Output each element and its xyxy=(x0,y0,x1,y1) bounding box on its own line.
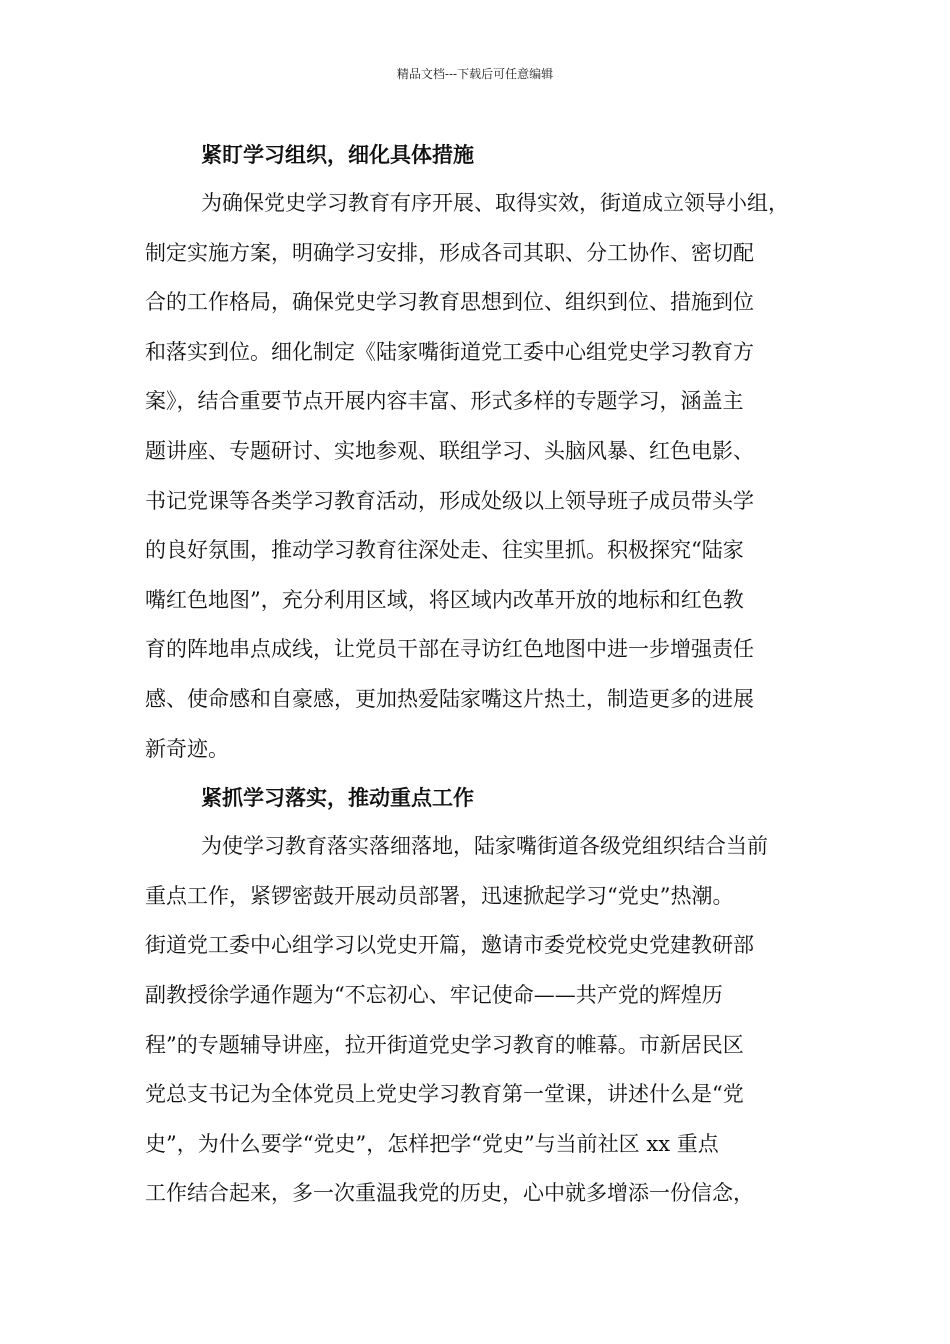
section-heading-2: 紧抓学习落实，推动重点工作 xyxy=(201,785,474,811)
paragraph-line: 和落实到位。细化制定《陆家嘴街道党工委中心组党史学习教育方 xyxy=(145,339,754,364)
paragraph-line: 重点工作，紧锣密鼓开展动员部署，迅速掀起学习“党史”热潮。 xyxy=(145,883,734,908)
section-paragraph-2 xyxy=(145,822,813,1219)
document-body xyxy=(145,131,813,1219)
paragraph-line: 感、使命感和自豪感，更加热爱陆家嘴这片热土，制造更多的进展 xyxy=(145,686,754,711)
paragraph-line: 街道党工委中心组学习以党史开篇，邀请市委党校党史党建教研部 xyxy=(145,933,754,958)
paragraph-line: 题讲座、专题研讨、实地参观、联组学习、头脑风暴、红色电影、 xyxy=(145,438,754,463)
paragraph-line: 为确保党史学习教育有序开展、取得实效，街道成立领导小组， xyxy=(201,191,789,215)
paragraph-line: 嘴红色地图”，充分利用区域，将区域内改革开放的地标和红色教 xyxy=(145,587,744,612)
paragraph-line: 副教授徐学通作题为“不忘初心、牢记使命——共产党的辉煌历 xyxy=(145,982,723,1007)
paragraph-line: 党总支书记为全体党员上党史学习教育第一堂课，讲述什么是“党 xyxy=(145,1082,744,1107)
section-heading-1: 紧盯学习组织，细化具体措施 xyxy=(201,142,474,167)
page-header: 精品文档---下载后可任意编辑 xyxy=(396,67,554,81)
paragraph-line: 为使学习教育落实落细落地，陆家嘴街道各级党组织结合当前 xyxy=(201,834,768,859)
paragraph-line: 制定实施方案，明确学习安排，形成各司其职、分工协作、密切配 xyxy=(145,240,754,265)
section-paragraph-1 xyxy=(145,179,813,774)
paragraph-line: 工作结合起来，多一次重温我党的历史，心中就多增添一份信念， xyxy=(145,1181,754,1206)
paragraph-line: 合的工作格局，确保党史学习教育思想到位、组织到位、措施到位 xyxy=(145,290,754,315)
paragraph-line: 的良好氛围，推动学习教育往深处走、往实里抓。积极探究“陆家 xyxy=(145,538,744,563)
paragraph-line: 案》，结合重要节点开展内容丰富、形式多样的专题学习，涵盖主 xyxy=(145,389,744,414)
paragraph-line: 新奇迹。 xyxy=(145,736,229,761)
paragraph-line: 史”，为什么要学“党史”，怎样把学“党史”与当前社区 xx 重点 xyxy=(145,1131,719,1156)
paragraph-line: 育的阵地串点成线，让党员干部在寻访红色地图中进一步增强责任 xyxy=(145,637,754,662)
paragraph-line: 书记党课等各类学习教育活动，形成处级以上领导班子成员带头学 xyxy=(145,488,754,513)
paragraph-line: 程”的专题辅导讲座，拉开街道党史学习教育的帷幕。市新居民区 xyxy=(145,1032,744,1057)
